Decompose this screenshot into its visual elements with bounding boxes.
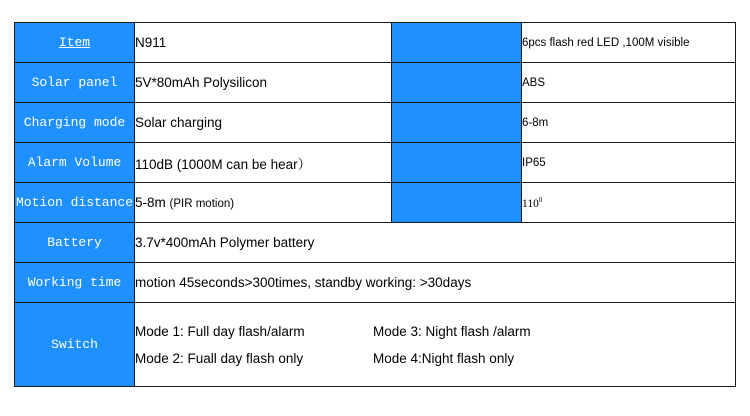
spec-table [14, 22, 736, 387]
value-angle [522, 183, 736, 223]
blue-cell [392, 23, 522, 63]
table-row [15, 263, 736, 303]
label-battery: Battery [15, 223, 135, 263]
table-row [15, 103, 736, 143]
label-motion-distance: Motion distance [15, 183, 135, 223]
value-solar-panel: 5V*80mAh Polysilicon [135, 63, 392, 103]
motion-distance-text: 5-8m [135, 195, 166, 210]
value-model: N911 [135, 23, 392, 63]
blue-cell [392, 103, 522, 143]
mode-line [135, 324, 735, 339]
angle-degree: 0 [538, 195, 543, 204]
mode-line [135, 351, 735, 366]
value-led: 6pcs flash red LED ,100M visible [522, 23, 736, 63]
value-switch-modes [135, 303, 736, 387]
mode-4: Mode 4:Night flash only [373, 350, 515, 366]
motion-distance-note: (PIR motion) [169, 198, 235, 210]
blue-cell [392, 143, 522, 183]
value-material: ABS [522, 63, 736, 103]
mode-2: Mode 2: Fuall day flash only [135, 350, 304, 366]
blue-cell [392, 183, 522, 223]
table-row [15, 223, 736, 263]
table-row [15, 23, 736, 63]
table-row [15, 183, 736, 223]
label-working-time: Working time [15, 263, 135, 303]
value-motion-distance [135, 183, 392, 223]
angle-text: 110 [522, 197, 539, 210]
value-battery: 3.7v*400mAh Polymer battery [135, 223, 736, 263]
value-working-time: motion 45seconds>300times, standby working: >30days [135, 263, 736, 303]
value-range: 6-8m [522, 103, 736, 143]
value-charging-mode: Solar charging [135, 103, 392, 143]
value-waterproof: IP65 [522, 143, 736, 183]
label-switch: Switch [15, 303, 135, 387]
label-charging-mode: Charging mode [15, 103, 135, 143]
table-row [15, 63, 736, 103]
label-solar-panel: Solar panel [15, 63, 135, 103]
table-row [15, 143, 736, 183]
blue-cell [392, 63, 522, 103]
label-alarm-volume: Alarm Volume [15, 143, 135, 183]
mode-1: Mode 1: Full day flash/alarm [135, 323, 305, 339]
label-item: Item [15, 23, 135, 63]
mode-3: Mode 3: Night flash /alarm [373, 323, 531, 339]
value-alarm-volume: 110dB (1000M can be hear） [135, 143, 392, 183]
table-row [15, 303, 736, 387]
